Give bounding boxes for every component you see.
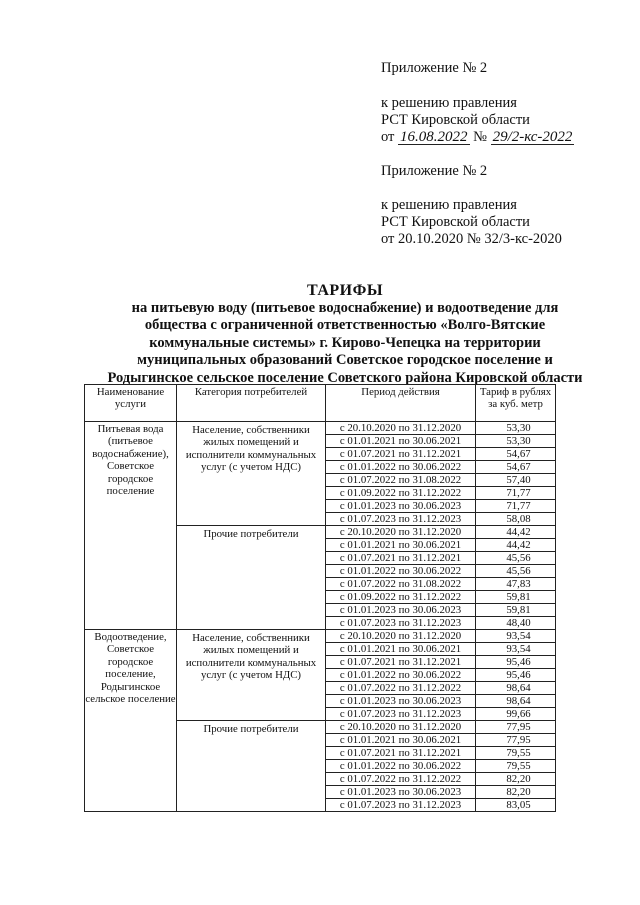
title-heading: ТАРИФЫ (306, 282, 384, 299)
tariff-value-cell: 93,54 (476, 630, 556, 643)
period-cell: с 01.01.2023 по 30.06.2023 (326, 604, 476, 617)
period-cell: с 01.07.2023 по 31.12.2023 (326, 513, 476, 526)
tariff-value-cell: 58,08 (476, 513, 556, 526)
tariff-value-cell: 59,81 (476, 604, 556, 617)
title-line-4: муниципальных образований Советское городское поселение и (137, 352, 553, 368)
tariff-value-cell: 98,64 (476, 695, 556, 708)
period-cell: с 01.01.2022 по 30.06.2022 (326, 669, 476, 682)
header-service-name: Наименование услуги (85, 385, 177, 422)
tariff-value-cell: 82,20 (476, 786, 556, 799)
consumer-category-cell: Население, собственники жилых помещений и исполнители коммунальных услуг (с учетом НДС) (177, 630, 326, 721)
period-cell: с 01.07.2021 по 31.12.2021 (326, 747, 476, 760)
tariff-value-cell: 45,56 (476, 565, 556, 578)
period-cell: с 01.01.2022 по 30.06.2022 (326, 461, 476, 474)
title-line-5: Родыгинское сельское поселение Советского района Кировской области (107, 369, 583, 386)
decision-line-original: к решению правления (381, 197, 517, 213)
tariff-table (84, 384, 556, 812)
consumer-category-cell: Население, собственники жилых помещений и исполнители коммунальных услуг (с учетом НДС) (177, 422, 326, 526)
date-prefix: от (381, 129, 395, 145)
tariff-value-cell: 44,42 (476, 526, 556, 539)
period-cell: с 01.01.2023 по 30.06.2023 (326, 695, 476, 708)
tariff-value-cell: 99,66 (476, 708, 556, 721)
appendix-label-original: Приложение № 2 (381, 163, 488, 179)
period-cell: с 01.07.2021 по 31.12.2021 (326, 552, 476, 565)
handwritten-number: 29/2-кс-2022 (492, 129, 573, 145)
period-cell: с 01.07.2021 по 31.12.2021 (326, 448, 476, 461)
tariff-value-cell: 95,46 (476, 656, 556, 669)
period-cell: с 01.01.2023 по 30.06.2023 (326, 500, 476, 513)
number-prefix: № (473, 129, 487, 145)
tariff-value-cell: 83,05 (476, 799, 556, 812)
header-consumer-category: Категория потребителей (177, 385, 326, 422)
handwritten-date: 16.08.2022 (400, 129, 468, 145)
authority-line-current: РСТ Кировской области (381, 112, 530, 128)
tariff-value-cell: 47,83 (476, 578, 556, 591)
title-line-1: на питьевую воду (питьевое водоснабжение) и водоотведение для (131, 299, 559, 316)
period-cell: с 01.01.2022 по 30.06.2022 (326, 760, 476, 773)
tariff-value-cell: 54,67 (476, 461, 556, 474)
tariff-value-cell: 79,55 (476, 760, 556, 773)
tariff-value-cell: 77,95 (476, 721, 556, 734)
period-cell: с 20.10.2020 по 31.12.2020 (326, 526, 476, 539)
tariff-value-cell: 71,77 (476, 487, 556, 500)
tariff-value-cell: 48,40 (476, 617, 556, 630)
tariff-value-cell: 71,77 (476, 500, 556, 513)
period-cell: с 01.07.2022 по 31.12.2022 (326, 682, 476, 695)
period-cell: с 01.01.2021 по 30.06.2021 (326, 643, 476, 656)
decision-line-current: к решению правления (381, 95, 517, 111)
period-cell: с 01.01.2023 по 30.06.2023 (326, 786, 476, 799)
header-validity-period: Период действия (326, 385, 476, 422)
tariff-value-cell: 95,46 (476, 669, 556, 682)
table-row (85, 422, 556, 435)
period-cell: с 01.07.2022 по 31.08.2022 (326, 578, 476, 591)
period-cell: с 01.01.2022 по 30.06.2022 (326, 565, 476, 578)
tariff-value-cell: 93,54 (476, 643, 556, 656)
table-header-row (85, 385, 556, 422)
header-tariff: Тариф в рублях за куб. метр (476, 385, 556, 422)
period-cell: с 01.09.2022 по 31.12.2022 (326, 591, 476, 604)
tariff-value-cell: 53,30 (476, 435, 556, 448)
document-title (80, 282, 610, 387)
period-cell: с 20.10.2020 по 31.12.2020 (326, 721, 476, 734)
tariff-value-cell: 45,56 (476, 552, 556, 565)
tariff-value-cell: 44,42 (476, 539, 556, 552)
period-cell: с 01.01.2021 по 30.06.2021 (326, 734, 476, 747)
service-name-cell: Водоотведение, Советское городское поселение, Родыгинское сельское поселение (85, 630, 177, 812)
period-cell: с 01.07.2021 по 31.12.2021 (326, 656, 476, 669)
title-line-2: общества с ограниченной ответственностью «Волго-Вятские (144, 317, 546, 333)
service-name-cell: Питьевая вода (питьевое водоснабжение), Советское городское поселение (85, 422, 177, 630)
tariff-value-cell: 79,55 (476, 747, 556, 760)
period-cell: с 20.10.2020 по 31.12.2020 (326, 630, 476, 643)
tariff-value-cell: 77,95 (476, 734, 556, 747)
period-cell: с 01.07.2023 по 31.12.2023 (326, 617, 476, 630)
tariff-table-body (85, 422, 556, 812)
tariff-value-cell: 82,20 (476, 773, 556, 786)
period-cell: с 01.07.2022 по 31.12.2022 (326, 773, 476, 786)
period-cell: с 01.07.2022 по 31.08.2022 (326, 474, 476, 487)
tariff-value-cell: 59,81 (476, 591, 556, 604)
tariff-value-cell: 57,40 (476, 474, 556, 487)
period-cell: с 20.10.2020 по 31.12.2020 (326, 422, 476, 435)
tariff-value-cell: 98,64 (476, 682, 556, 695)
table-row (85, 630, 556, 643)
consumer-category-cell: Прочие потребители (177, 721, 326, 812)
consumer-category-cell: Прочие потребители (177, 526, 326, 630)
decision-date-number-current (381, 129, 574, 146)
period-cell: с 01.01.2021 по 30.06.2021 (326, 539, 476, 552)
period-cell: с 01.07.2023 по 31.12.2023 (326, 708, 476, 721)
authority-line-original: РСТ Кировской области (381, 214, 530, 230)
tariff-value-cell: 54,67 (476, 448, 556, 461)
tariff-value-cell: 53,30 (476, 422, 556, 435)
decision-date-number-original: от 20.10.2020 № 32/3-кс-2020 (381, 231, 562, 247)
appendix-label-current: Приложение № 2 (381, 60, 488, 76)
period-cell: с 01.01.2021 по 30.06.2021 (326, 435, 476, 448)
title-line-3: коммунальные системы» г. Кирово-Чепецка на территории (149, 334, 541, 351)
period-cell: с 01.07.2023 по 31.12.2023 (326, 799, 476, 812)
period-cell: с 01.09.2022 по 31.12.2022 (326, 487, 476, 500)
